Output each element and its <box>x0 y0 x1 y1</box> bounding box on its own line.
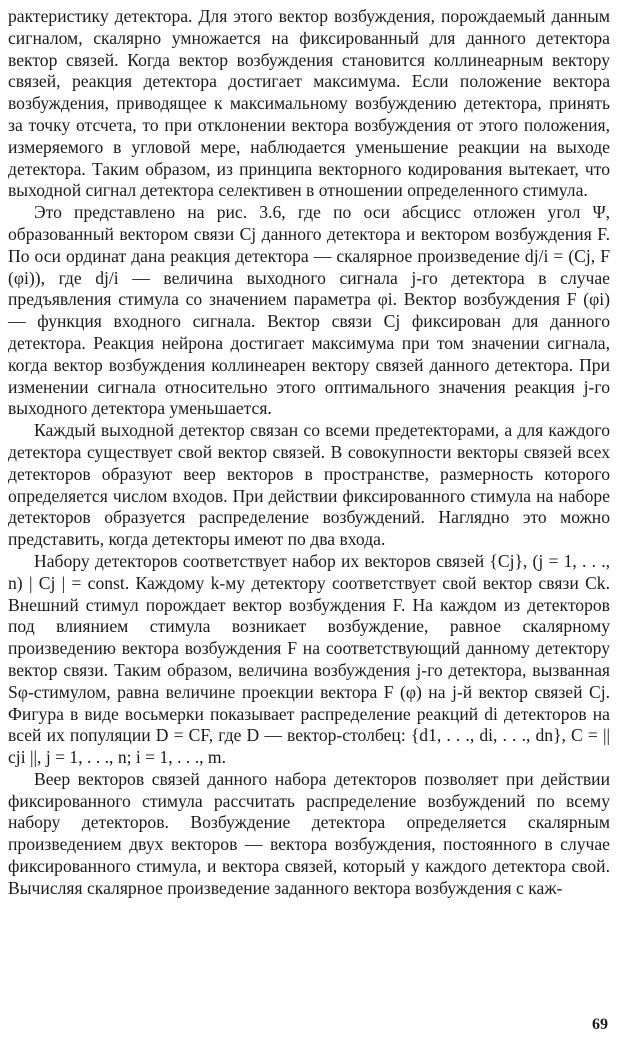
paragraph-3: Каждый выходной детектор связан со всеми предетекторами, а для каждого детектора существует свой вектор связей. В совокупности векторы связей всех детекторов образуют веер векторов в пространстве, размерность которого определяется числом входов. При действии фиксированного стимула на наборе детекторов образуется распределение возбуждений. Наглядно это можно представить, когда детекторы имеют по два входа. <box>8 420 610 550</box>
paragraph-4: Набору детекторов соответствует набор их векторов связей {Cj}, (j = 1, . . ., n) | Cj | = const. Каждому k-му детектору соответствует свой вектор связи Ck. Внешний стимул порождает вектор возбуждения F. На каждом из детекторов под влиянием стимула возникает возбуждение, равное скалярному произведению вектора возбуждения F на соответствующий данному детектору вектор связи. Таким образом, величина возбуждения j-го детектора, вызванная Sφ-стимулом, равна величине проекции вектора F (φ) на j-й вектор связей Cj. Фигура в виде восьмерки показывает распределение реакций di детекторов на всей их популяции D = CF, где D — вектор-столбец: {d1, . . ., di, . . ., dn}, C = || cji ||, j = 1, . . ., n; i = 1, . . ., m. <box>8 550 610 768</box>
paragraph-2: Это представлено на рис. 3.6, где по оси абсцисс отложен угол Ψ, образованный вектором связи Cj данного детектора и вектором возбуждения F. По оси ординат дана реакция детектора — скалярное произведение dj/i = (Cj, F (φi)), где dj/i — величина выходного сигнала j-го детектора в случае предъявления стимула со значением параметра φi. Вектор возбуждения F (φi) — функция входного сигнала. Вектор связи Cj фиксирован для данного детектора. Реакция нейрона достигает максимума при том значении сигнала, когда вектор возбуждения коллинеарен вектору связей данного детектора. При изменении сигнала относительно этого оптимального значения реакция j-го выходного детектора уменьшается. <box>8 202 610 419</box>
paragraph-5: Веер векторов связей данного набора детекторов позволяет при действии фиксированного стимула рассчитать распределение возбуждений по всему набору детекторов. Возбуждение детектора определяется скалярным произведением двух векторов — вектора возбуждения, постоянного в случае фиксированного стимула, и вектора связей, который у каждого детектора свой. Вычисляя скалярное произведение заданного вектора возбуждения с каж- <box>8 768 610 898</box>
paragraph-1: рактеристику детектора. Для этого вектор возбуждения, порождаемый данным сигналом, скалярно умножается на фиксированный для данного детектора вектор связей. Когда вектор возбуждения становится коллинеарным вектору связей, реакция детектора достигает максимума. Если положение вектора возбуждения, приводящее к максимальному возбуждению детектора, принять за точку отсчета, то при отклонении вектора возбуждения от этого положения, измеряемого в угловой мере, наблюдается уменьшение реакции на выходе детектора. Таким образом, из принципа векторного кодирования вытекает, что выходной сигнал детектора селективен в отношении определенного стимула. <box>8 6 610 201</box>
page-number: 69 <box>592 1016 608 1033</box>
